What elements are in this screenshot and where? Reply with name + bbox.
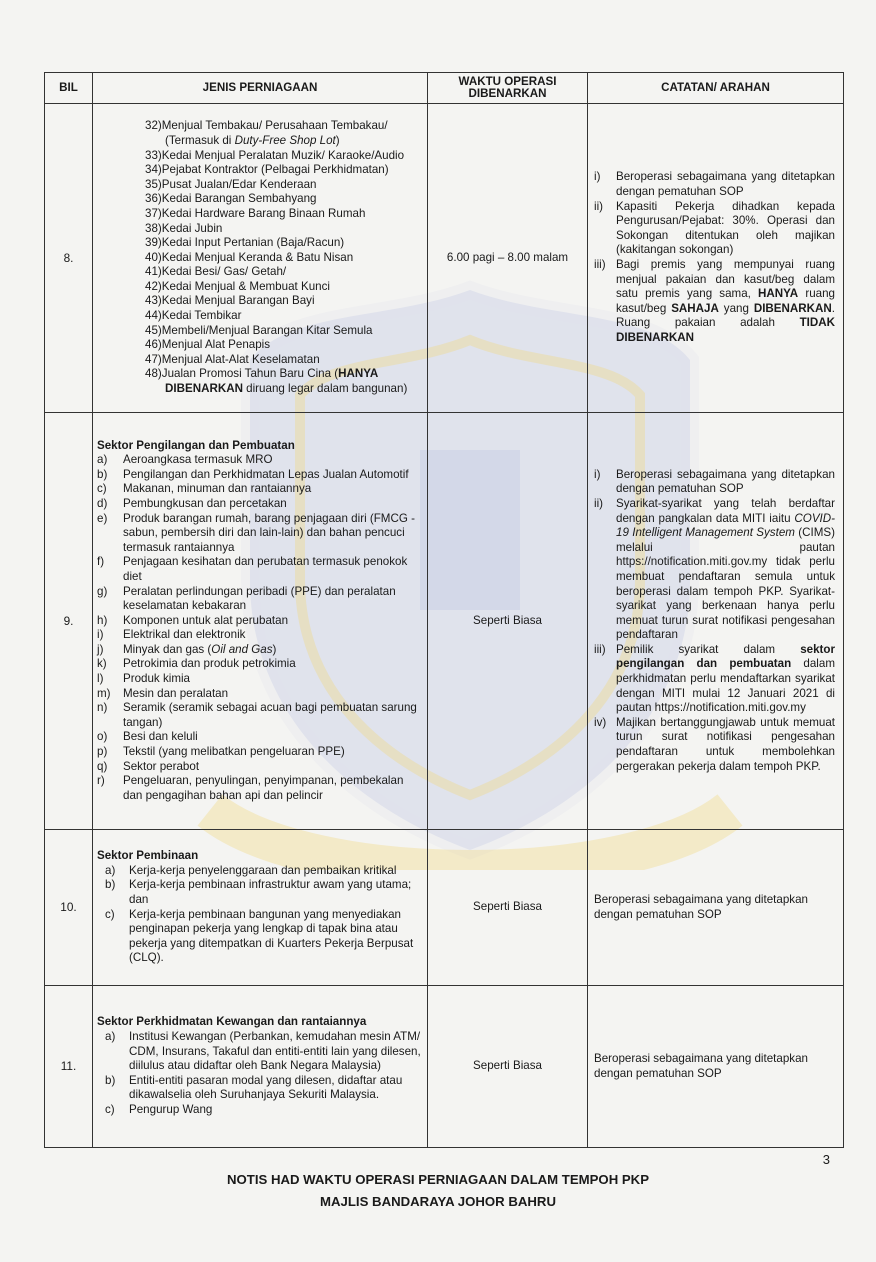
list-item: 40)Kedai Menjual Keranda & Batu Nisan <box>145 250 354 264</box>
list-item: 44)Kedai Tembikar <box>145 309 242 323</box>
sector-title: Sektor Pengilangan dan Pembuatan <box>97 438 295 452</box>
list-item: 48)Jualan Promosi Tahun Baru Cina (HANYA <box>145 367 379 381</box>
list-item: o) Besi dan keluli <box>97 730 198 744</box>
row-number: 11. <box>45 986 93 1148</box>
operating-hours: 6.00 pagi – 8.00 malam <box>428 104 588 413</box>
list-item: r) Pengeluaran, penyulingan, penyimpanan, pembekalan dan pengagihan bahan api dan pelincir <box>97 774 404 802</box>
page-number: 3 <box>822 1152 830 1167</box>
list-item: 34)Pejabat Kontraktor (Pelbagai Perkhidmatan) <box>145 163 389 177</box>
note-item: ii) Syarikat-syarikat yang telah berdaftar dengan pangkalan data MITI iaitu COVID-19 Intelligent Management System (CIMS) melalui pautan https://notification.miti.gov.my tidak perlu membuat pendaftaran semula untuk beroperasi dalam tempoh PKP. Syarikat-syarikat yang berkenaan hanya perlu memuat turun surat notifikasi pengesahan pendaftaran <box>594 496 836 642</box>
list-item: 32)Menjual Tembakau/ Perusahaan Tembakau/ <box>145 119 388 133</box>
row-number: 8. <box>45 104 93 413</box>
list-item: c) Makanan, minuman dan rantaiannya <box>97 482 312 496</box>
list-item: m) Mesin dan peralatan <box>97 686 229 700</box>
list-item: f) Penjagaan kesihatan dan perubatan termasuk penokok diet <box>97 555 408 583</box>
row-number: 9. <box>45 413 93 830</box>
list-item: 36)Kedai Barangan Sembahyang <box>145 192 317 206</box>
list-item: 46)Menjual Alat Penapis <box>145 338 271 352</box>
list-item: j) Minyak dan gas (Oil and Gas) <box>97 642 277 656</box>
list-item: g) Peralatan perlindungan peribadi (PPE) dan peralatan keselamatan kebakaran <box>97 584 396 613</box>
header-waktu-line1: WAKTU OPERASI <box>458 74 557 88</box>
business-list <box>93 830 428 986</box>
list-item: b) Entiti-entiti pasaran modal yang dilesen, didaftar atau dikawalselia oleh Suruhanjaya Sekuriti Malaysia. <box>105 1073 403 1102</box>
business-hours-table <box>44 72 844 1148</box>
list-item: n) Seramik (seramik sebagai acuan bagi pembuatan sarung tangan) <box>97 701 417 729</box>
list-item: d) Pembungkusan dan percetakan <box>97 496 287 510</box>
row-number: 10. <box>45 830 93 986</box>
operating-hours: Seperti Biasa <box>428 830 588 986</box>
list-item-continuation: (Termasuk di Duty-Free Shop Lot) <box>165 133 340 147</box>
business-list <box>93 413 428 830</box>
header-jenis-perniagaan: JENIS PERNIAGAAN <box>93 73 428 104</box>
table-row <box>45 413 844 830</box>
list-item: 37)Kedai Hardware Barang Binaan Rumah <box>145 206 366 220</box>
list-item: l) Produk kimia <box>97 672 191 686</box>
list-item: 35)Pusat Jualan/Edar Kenderaan <box>145 177 317 191</box>
notes-list <box>588 413 844 830</box>
operating-hours: Seperti Biasa <box>428 986 588 1148</box>
list-item: 45)Membeli/Menjual Barangan Kitar Semula <box>145 323 373 337</box>
list-item: a) Kerja-kerja penyelenggaraan dan pembaikan kritikal <box>105 863 397 877</box>
list-item: 47)Menjual Alat-Alat Keselamatan <box>145 352 320 366</box>
note-item: ii) Kapasiti Pekerja dihadkan kepada Pengurusan/Pejabat: 30%. Operasi dan Sokongan ditentukan oleh majikan (kakitangan sokongan) <box>594 199 835 257</box>
list-item: 38)Kedai Jubin <box>145 221 223 235</box>
notes-list <box>588 104 844 413</box>
list-item: h) Komponen untuk alat perubatan <box>97 613 289 627</box>
list-item: 33)Kedai Menjual Peralatan Muzik/ Karaoke/Audio <box>145 148 405 162</box>
header-bil: BIL <box>45 73 93 104</box>
sector-title: Sektor Pembinaan <box>97 849 199 863</box>
list-item: 41)Kedai Besi/ Gas/ Getah/ <box>145 265 287 279</box>
table-row <box>45 104 844 413</box>
footer-title: NOTIS HAD WAKTU OPERASI PERNIAGAAN DALAM TEMPOH PKP <box>226 1172 649 1187</box>
table-row <box>45 830 844 986</box>
list-item: 42)Kedai Menjual & Membuat Kunci <box>145 279 330 293</box>
header-waktu-line2: DIBENARKAN <box>468 87 547 100</box>
list-item: c) Kerja-kerja pembinaan bangunan yang menyediakan penginapan pekerja yang lengkap di tapak bina atau pekerja yang ditempatkan di Kuarters Pekerja Berpusat (CLQ). <box>105 907 414 965</box>
list-item: c) Pengurup Wang <box>105 1102 213 1116</box>
business-list <box>93 104 428 413</box>
footer-subtitle: MAJLIS BANDARAYA JOHOR BAHRU <box>320 1194 556 1209</box>
list-item: 43)Kedai Menjual Barangan Bayi <box>145 294 315 308</box>
business-list <box>93 986 428 1148</box>
sector-title: Sektor Perkhidmatan Kewangan dan rantaiannya <box>97 1015 367 1029</box>
list-item: b) Pengilangan dan Perkhidmatan Lepas Jualan Automotif <box>97 467 409 481</box>
note-item: i) Beroperasi sebagaimana yang ditetapkan dengan pematuhan SOP <box>594 170 835 199</box>
list-item: e) Produk barangan rumah, barang penjagaan diri (FMCG - sabun, pembersih diri dan lain-lain) dan bahan pencuci termasuk rantaiannya <box>97 511 415 554</box>
note-item: iv) Majikan bertanggungjawab untuk memuat turun surat notifikasi pengesahan pendaftaran untuk membolehkan pergerakan pekerja dalam tempoh PKP. <box>594 715 835 773</box>
note-text: Beroperasi sebagaimana yang ditetapkan dengan pematuhan SOP <box>588 986 844 1148</box>
list-item: 39)Kedai Input Pertanian (Baja/Racun) <box>145 236 345 250</box>
list-item: k) Petrokimia dan produk petrokimia <box>97 657 296 671</box>
operating-hours: Seperti Biasa <box>428 413 588 830</box>
list-item: i) Elektrikal dan elektronik <box>97 628 246 642</box>
list-item: a) Institusi Kewangan (Perbankan, kemudahan mesin ATM/ CDM, Insurans, Takaful dan entiti-entiti lain yang dilesen, diilulus atau didaftar oleh Bank Negara Malaysia) <box>105 1030 421 1073</box>
list-item: q) Sektor perabot <box>97 759 200 773</box>
note-item: iii) Bagi premis yang mempunyai ruang menjual pakaian dan kasut/beg dalam satu premis yang sama, HANYA ruang kasut/beg SAHAJA yang DIBENARKAN. Ruang pakaian adalah TIDAK DIBENARKAN <box>594 258 835 344</box>
list-item-continuation: DIBENARKAN diruang legar dalam bangunan) <box>165 382 408 396</box>
list-item: a) Aeroangkasa termasuk MRO <box>97 453 273 467</box>
header-catatan: CATATAN/ ARAHAN <box>588 73 844 104</box>
note-item: i) Beroperasi sebagaimana yang ditetapkan dengan pematuhan SOP <box>594 467 835 496</box>
list-item: b) Kerja-kerja pembinaan infrastruktur awam yang utama; dan <box>105 878 412 906</box>
list-item: p) Tekstil (yang melibatkan pengeluaran PPE) <box>97 745 345 759</box>
table-header-row <box>45 73 844 104</box>
header-waktu-operasi <box>428 73 588 104</box>
note-item: iii) Pemilik syarikat dalam sektor pengilangan dan pembuatan dalam perkhidmatan perlu mendaftarkan syarikat dengan MITI mulai 12 Januari 2021 di pautan https://notification.miti.gov.my <box>594 642 835 715</box>
note-text: Beroperasi sebagaimana yang ditetapkan dengan pematuhan SOP <box>588 830 844 986</box>
table-row <box>45 986 844 1148</box>
